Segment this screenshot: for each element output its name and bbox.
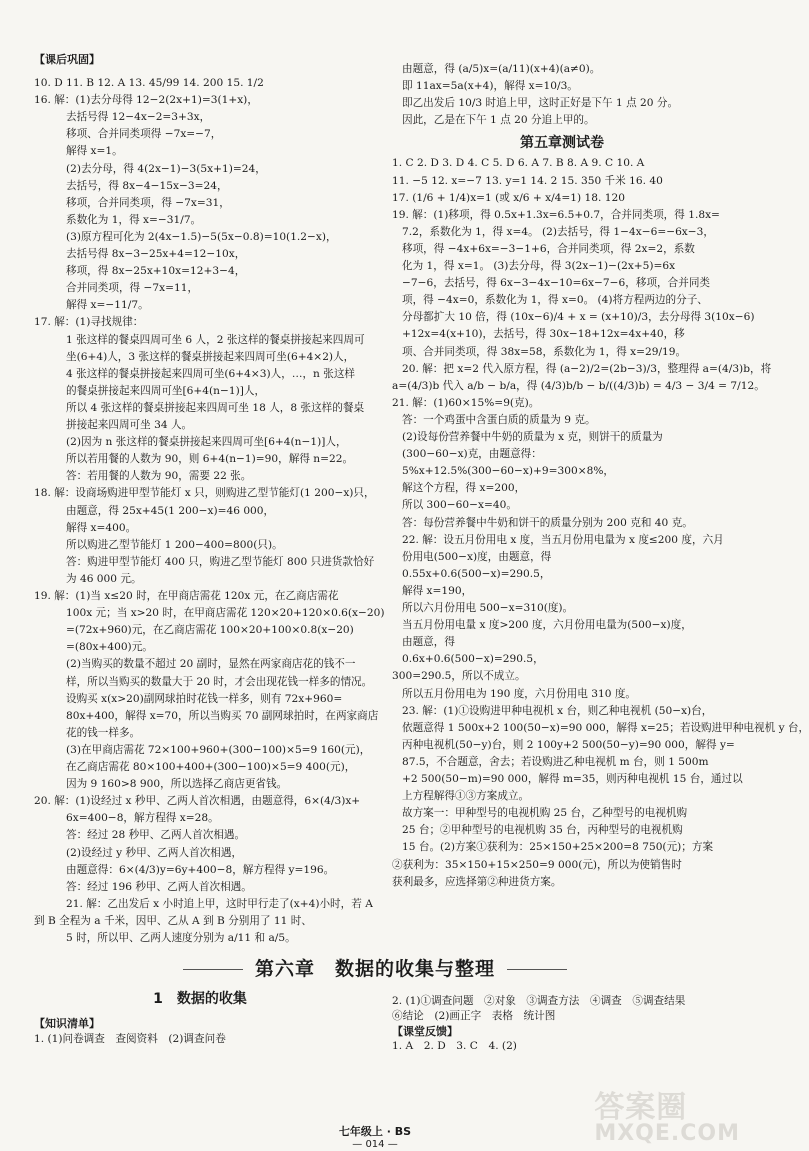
left-line: 解得 x=−11/7。 [66,299,149,312]
left-line: 拼接起来四周可坐 34 人。 [66,419,193,431]
right-line: 由题意，得 [402,636,455,649]
left-line: 答：经过 28 秒甲、乙两人首次相遇。 [66,829,246,842]
right-line: 丙种电视机(50−y)台，则 2 100y+2 500(50−y)=90 000，解得 y= [402,738,735,751]
right-line: 即乙出发后 10/3 时追上甲，这时正好是下午 1 点 20 分。 [402,97,679,110]
right-line: 所以 300−60−x=40。 [402,499,517,512]
right-line: 项、合并同类项，得 38x=58，系数化为 1，得 x=29/19。 [402,345,687,358]
left-line: 因为 9 160>8 900，所以选择乙商店更省钱。 [66,778,288,791]
right-line: 获利最多，应选择第②种进货方案。 [392,875,562,888]
right-line: 依题意得 1 500x+2 100(50−x)=90 000，解得 x=25；若设购进甲种电视机 y 台， [402,721,809,734]
section-title: 1 数据的收集 [153,991,247,1007]
left-line: 5 时，所以甲、乙两人速度分别为 a/11 和 a/5。 [66,932,296,944]
left-line: 解得 x=400。 [66,521,137,534]
right-line: 5%x+12.5%(300−60−x)+9=300×8%， [402,465,614,478]
left-line: 的餐桌拼接起来四周可坐[6+4(n−1)]人， [66,384,266,397]
right-line: 0.55x+0.6(500−x)=290.5， [402,567,551,580]
left-line: 由题意得：6×(4/3)y=6y+400−8，解方程得 y=196。 [66,863,335,876]
right-line: (300−60−x)克，由题意得： [402,448,542,461]
right-line: 1. C 2. D 3. D 4. C 5. D 6. A 7. B 8. A 9. C 10. A [392,157,645,170]
left-line: 在乙商店需花 80×100+400+(300−100)×5=9 400(元)， [66,761,356,773]
left-line: 花的钱一样多。 [66,726,141,739]
left-line: 答：购进甲型节能灯 400 只，购进乙型节能灯 800 只进货款恰好 [66,555,375,568]
left-line: 21. 解：乙出发后 x 小时追上甲，这时甲行走了(x+4)小时，若 A [66,897,373,910]
right-line: 分母都扩大 10 倍，得 (10x−6)/4 + x = (x+10)/3，去分母得 3(10x−6) [402,311,755,324]
right-line: 化为 1，得 x=1。 (3)去分母，得 3(2x−1)−(2x+5)=6x [402,260,676,272]
right-line: 份用电(500−x)度，由题意，得 [402,550,552,563]
bottom_right-line: 2. (1)①调查问题 ②对象 ③调查方法 ④调查 ⑤调查结果 [392,995,686,1007]
right-line: 0.6x+0.6(500−x)=290.5， [402,653,544,666]
left-line: 移项，合并同类项，得 −7x=31， [66,196,230,209]
left-line: 移项、合并同类项得 −7x=−7， [66,128,222,141]
right-line: 项，得 −4x=0，系数化为 1，得 x=0。 (4)将方程两边的分子、 [402,294,708,307]
left-line: (3)在甲商店需花 72×100+960+(300−100)×5=9 160(元)， [66,743,371,756]
right-line: a=(4/3)b 代入 a/b − b/a，得 (4/3)b/b − b/((4/3)b) = 4/3 − 3/4 = 7/12。 [392,379,765,392]
right-line: 故方案一：甲种型号的电视机购 25 台，乙种型号的电视机购 [402,807,688,820]
left-line: (2)去分母，得 4(2x−1)−3(5x+1)=24， [66,162,266,175]
left-line: 由题意，得 25x+45(1 200−x)=46 000， [66,504,275,517]
left-line: 100x 元；当 x>20 时，在甲商店需花 120×20+120×0.6(x−20) [66,607,385,620]
left-line: 6x=400−8，解方程得 x=28。 [66,812,219,825]
watermark-cn: 答案圈 [594,1090,688,1125]
left-line: 答：经过 196 秒甲、乙两人首次相遇。 [66,880,252,893]
right-line: ②获利为：35×150+15×250=9 000(元)，所以为使销售时 [392,858,682,871]
right-line: 22. 解：设五月份用电 x 度，当五月份用电量为 x 度≤200 度，六月 [402,533,724,546]
footer-grade: 七年级上 · BS [338,1125,412,1138]
right-line: 第五章测试卷 [520,135,604,152]
left-line: 坐(6+4)人，3 张这样的餐桌拼接起来四周可坐(6+4×2)人， [66,350,355,363]
footer-page: — 014 — [352,1139,398,1150]
chapter-title [0,960,750,979]
left-line: 20. 解：(1)设经过 x 秒甲、乙两人首次相遇，由题意得，6×(4/3)x+ [34,795,361,808]
right-line: 答：一个鸡蛋中含蛋白质的质量为 9 克。 [402,413,596,426]
left-line: (2)因为 n 张这样的餐桌拼接起来四周可坐[6+4(n−1)]人， [66,436,347,449]
left-line: 答：若用餐的人数为 90，需要 22 张。 [66,470,252,483]
left-line: 移项，得 8x−25x+10x=12+3−4， [66,265,246,278]
left-line: =(80x+400)元。 [66,641,153,654]
bottom_right-line: ⑥结论 (2)画正字 表格 统计图 [392,1010,556,1022]
left-line: 16. 解：(1)去分母得 12−2(2x+1)=3(1+x)， [34,94,258,107]
chapter-title-text: 第六章 数据的收集与整理 [254,958,495,980]
right-line: 300=290.5，所以不成立。 [392,670,526,683]
right-line: 解得 x=190， [402,584,473,597]
left-line: 80x+400，解得 x=70，所以当购买 70 副网球拍时，在两家商店 [66,709,379,722]
left-line: (2)设经过 y 秒甲、乙两人首次相遇， [66,846,243,859]
left-line: 到 B 全程为 a 千米，因甲、乙从 A 到 B 分别用了 11 时、 [34,914,312,927]
left-line: 去括号，得 8x−4−15x−3=24， [66,179,228,192]
left-line: 17. 解：(1)寻找规律： [34,316,144,329]
left-line: 为 46 000 元。 [66,572,142,585]
left-line: (3)原方程可化为 2(4x−1.5)−5(5x−0.8)=10(1.2−x)， [66,230,337,243]
left-line: 18. 解：设商场购进甲型节能灯 x 只，则购进乙型节能灯(1 200−x)只， [34,487,375,500]
right-line: 20. 解：把 x=2 代入原方程，得 (a−2)/2=(2b−3)/3，整理得 a=(4/3)b，将 [402,362,772,375]
right-line: 移项，得 −4x+6x=−3−1+6，合并同类项，得 2x=2，系数 [402,242,695,255]
right-line: 答：每份营养餐中牛奶和饼干的质量分别为 200 克和 40 克。 [402,516,693,529]
right-line: 因此，乙是在下午 1 点 20 分追上甲的。 [402,114,595,127]
right-line: 由题意，得 (a/5)x=(a/11)(x+4)(a≠0)。 [402,63,601,75]
bottom_right-line: 1. A 2. D 3. C 4. (2) [392,1040,517,1052]
right-line: 17. (1/6 + 1/4)x=1 (或 x/6 + x/4=1) 18. 120 [392,191,625,204]
right-line: 19. 解：(1)移项，得 0.5x+1.3x=6.5+0.7，合并同类项，得 1.8x= [392,208,720,221]
right-line: 7.2，系数化为 1，得 x=4。 (2)去括号，得 1−4x−6=−6x−3， [402,225,714,238]
right-line: +12x=4(x+10)，去括号，得 30x−18+12x=4x+40，移 [402,328,685,341]
left-line: 去括号得 8x−3−25x+4=12−10x， [66,248,246,260]
watermark-en: MXQE.COM [594,1121,740,1146]
left-line: 样，所以当购买的数量大于 20 时，才会出现花钱一样多的情况。 [66,675,373,688]
left-line: =(72x+960)元，在乙商店需花 100×20+100×0.8(x−20) [66,624,354,637]
left-line: 19. 解：(1)当 x≤20 时，在甲商店需花 120x 元，在乙商店需花 [34,590,339,602]
right-line: +2 500(50−m)=90 000，解得 m=35，则丙种电视机 15 台，通过以 [402,773,743,785]
left-line: 所以购进乙型节能灯 1 200−400=800(只)。 [66,538,283,551]
right-line: 所以六月份用电 500−x=310(度)。 [402,602,574,614]
watermark [594,1090,740,1146]
right-line: −7−6，去括号，得 6x−3−4x−10=6x−7−6，移项，合并同类 [402,277,711,290]
left-line: 10. D 11. B 12. A 13. 45/99 14. 200 15. 1/2 [34,77,264,89]
bottom_left-line: 【知识清单】 [34,1017,100,1030]
left-line: 1 张这样的餐桌四周可坐 6 人，2 张这样的餐桌拼接起来四周可 [66,333,365,346]
right-line: 解这个方程，得 x=200， [402,482,526,495]
left-line: 系数化为 1，得 x=−31/7。 [66,213,202,226]
left-line: 4 张这样的餐桌拼接起来四周可坐(6+4×3)人，…，n 张这样 [66,367,356,380]
left-line: 所以 4 张这样的餐桌拼接起来四周可坐 18 人，8 张这样的餐桌 [66,401,365,414]
left-line: (2)当购买的数量不超过 20 副时，显然在两家商店花的钱不一 [66,658,356,671]
left-line: 合并同类项，得 −7x=11， [66,282,199,295]
right-line: 即 11ax=5a(x+4)，解得 x=10/3。 [402,80,578,93]
right-line: 21. 解：(1)60×15%=9(克)。 [392,396,540,409]
left-line: 设购买 x(x>20)副网球拍时花钱一样多，则有 72x+960= [66,692,343,705]
chapter-rule-right [507,969,567,970]
bottom_left-line: 1. (1)问卷调查 查阅资料 (2)调查问卷 [34,1033,226,1045]
right-line: (2)设每份营养餐中牛奶的质量为 x 克，则饼干的质量为 [402,431,663,443]
left-line: 【课后巩固】 [34,53,100,66]
chapter-rule-left [183,969,243,970]
right-line: 11. −5 12. x=−7 13. y=1 14. 2 15. 350 千米 16. 40 [392,174,663,187]
right-line: 所以五月份用电为 190 度，六月份用电 310 度。 [402,687,637,700]
left-line: 去括号得 12−4x−2=3+3x， [66,111,211,124]
right-line: 87.5，不合题意，舍去；若设购进乙种电视机 m 台，则 1 500m [402,755,709,768]
left-line: 所以若用餐的人数为 90，则 6+4(n−1)=90，解得 n=22。 [66,453,354,466]
left-line: 解得 x=1。 [66,145,123,158]
bottom_right-line: 【课堂反馈】 [392,1025,458,1038]
right-line: 23. 解：(1)①设购进甲种电视机 x 台，则乙种电视机 (50−x)台， [402,704,713,717]
right-line: 15 台。(2)方案①获利为：25×150+25×200=8 750(元)；方案 [402,841,714,854]
right-line: 当五月份用电量 x 度>200 度，六月份用电量为(500−x)度， [402,619,692,632]
right-line: 25 台；②甲种型号的电视机购 35 台，丙种型号的电视机购 [402,824,683,837]
right-line: 上方程解得①③方案成立。 [402,790,530,803]
